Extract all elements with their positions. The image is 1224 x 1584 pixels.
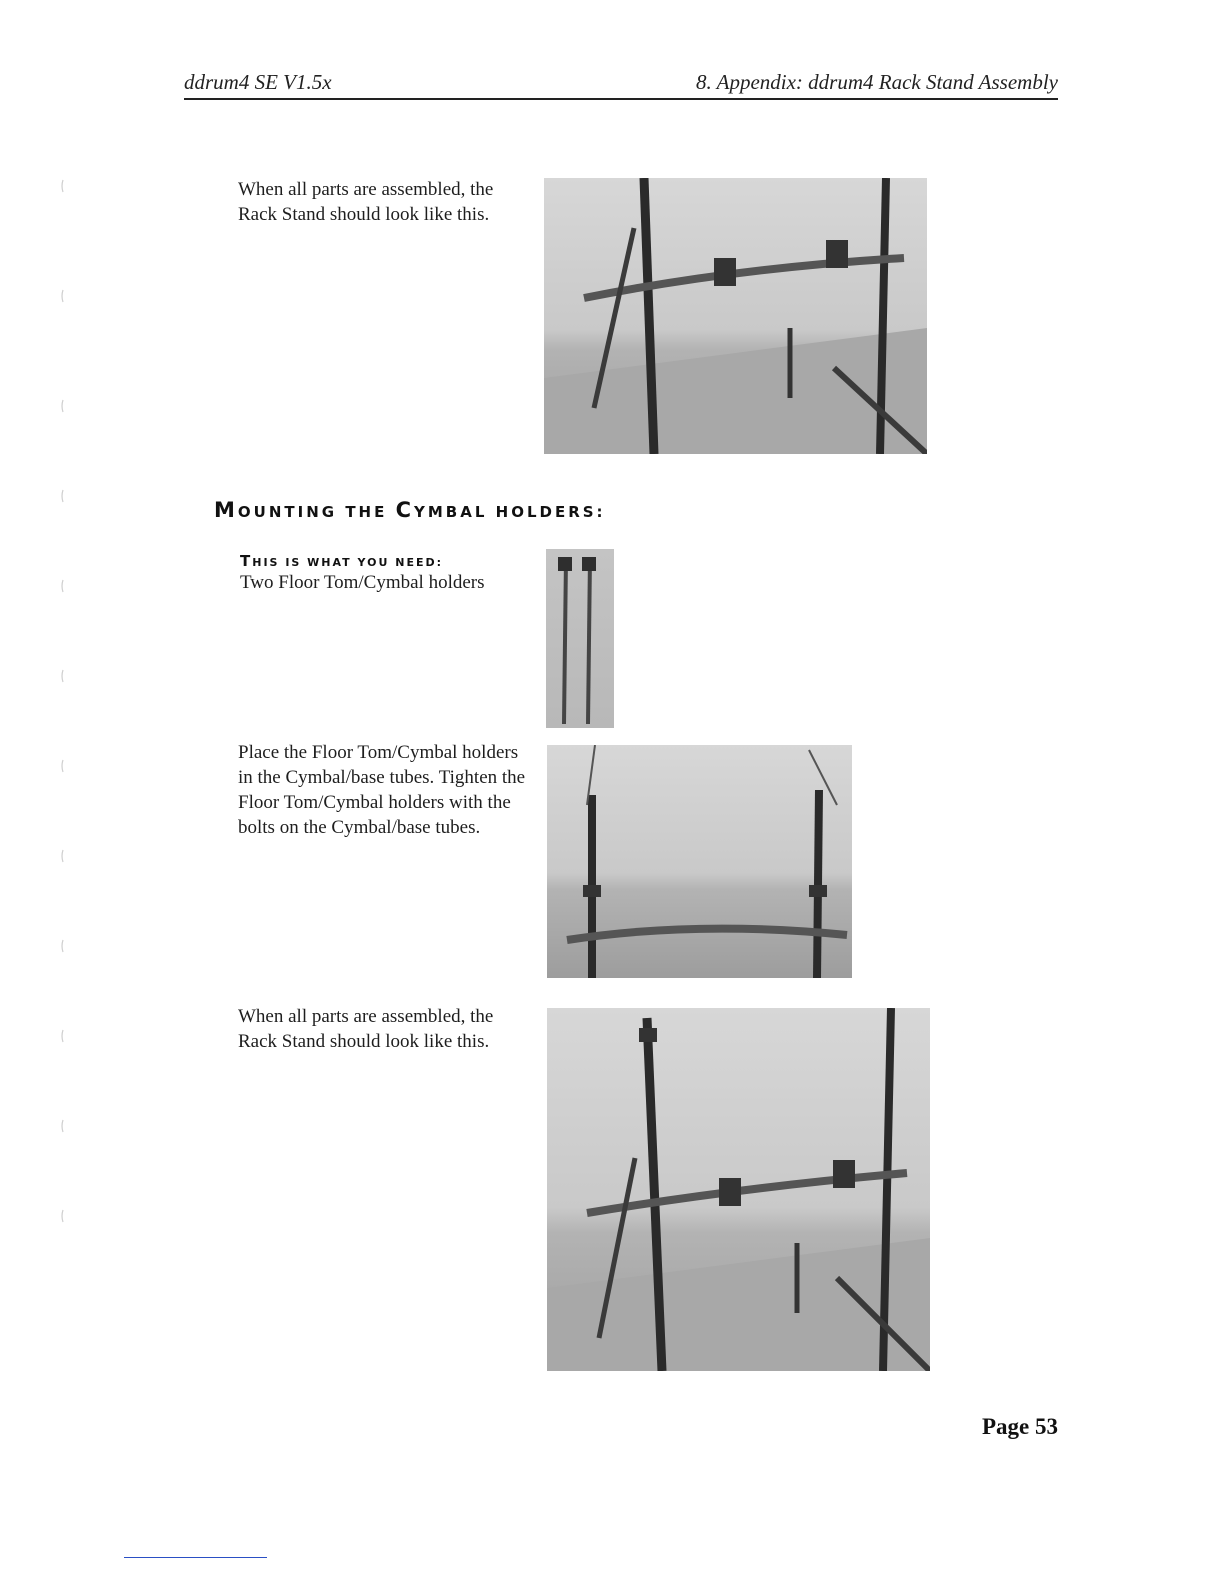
cymbal-holders-photo [546,549,614,728]
assembled-text-1: When all parts are assembled, the Rack Stand should look like this. [238,179,494,225]
section-heading: MOUNTING THE CYMBAL HOLDERS: [214,498,606,522]
subheading-what-you-need: THIS IS WHAT YOU NEED: [240,552,443,570]
header-chapter-title: 8. Appendix: ddrum4 Rack Stand Assembly [696,70,1058,94]
page-number: Page 53 [981,1414,1058,1439]
header-document-title: ddrum4 SE V1.5x [184,70,332,94]
rack-stand-photo-1 [544,178,927,454]
rack-stand-photo-2 [547,1008,930,1371]
cymbal-holders-mounted-photo [547,745,852,978]
footnote-divider [124,1557,267,1558]
parts-list: Two Floor Tom/Cymbal holders [240,572,485,593]
assembled-text-2: When all parts are assembled, the Rack Stand should look like this. [238,1006,494,1052]
header-divider [184,98,1058,100]
placement-instructions: Place the Floor Tom/Cymbal holders in the Cymbal/base tubes. Tighten the Floor Tom/Cymbal holders with the bolts on the Cymbal/base tubes. [238,742,526,838]
scan-margin-marks [58,40,68,1540]
